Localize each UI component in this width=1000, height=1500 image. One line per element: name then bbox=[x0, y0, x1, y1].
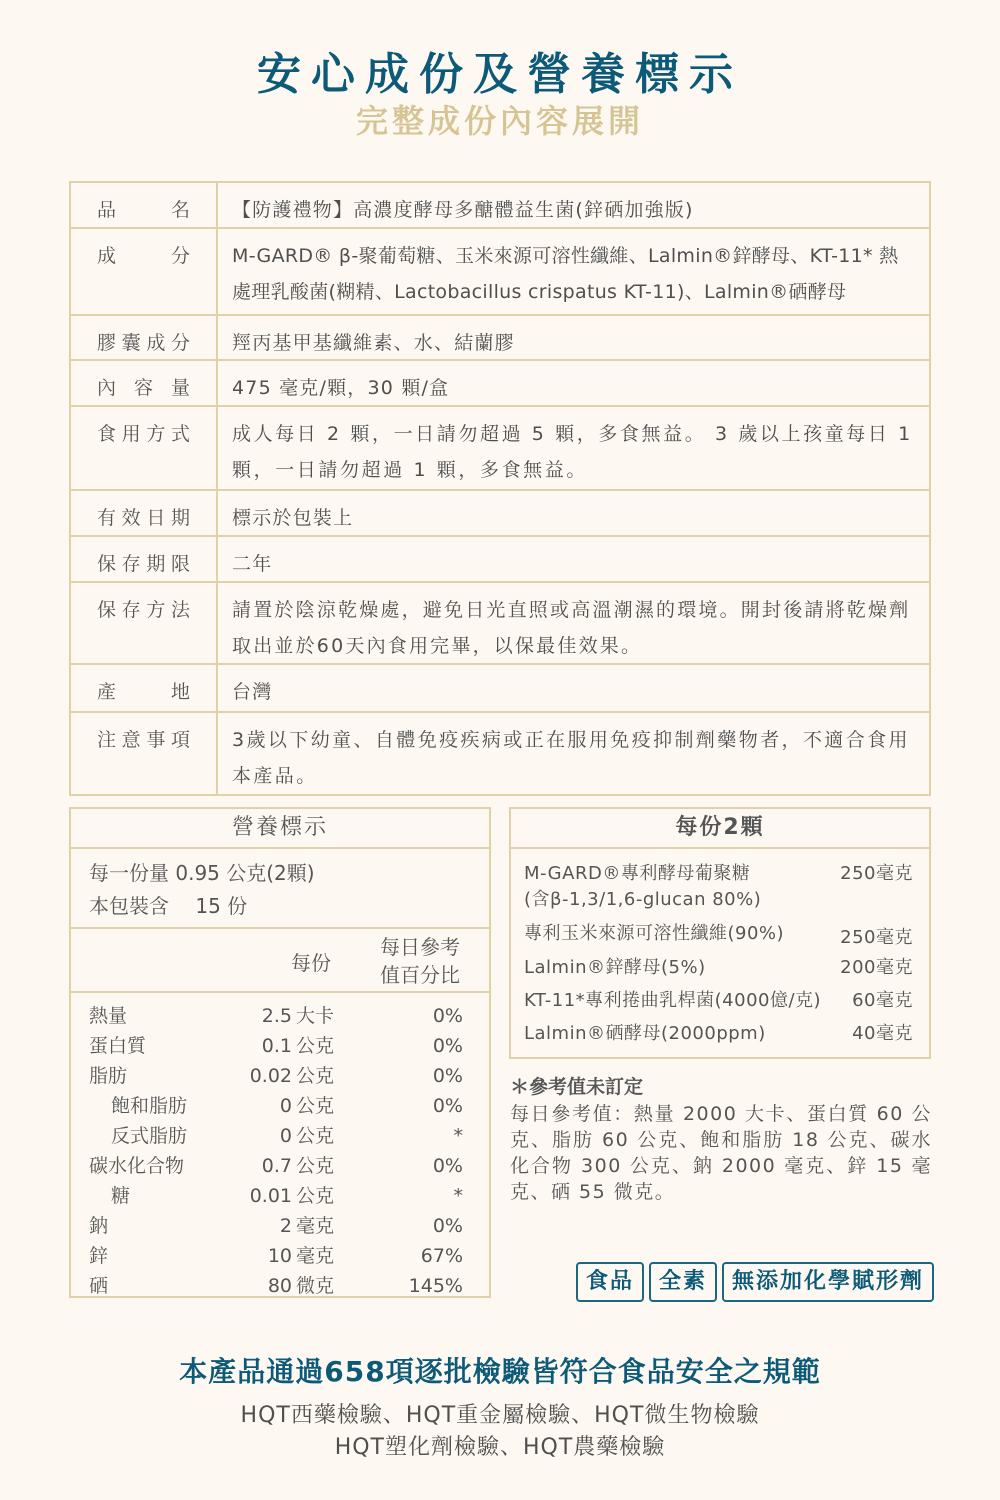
nutrition-row: 碳水化合物 0.7 公克 0% bbox=[89, 1155, 463, 1177]
ingredient-row: Lalmin®硒酵母(2000ppm) 40毫克 bbox=[524, 1023, 913, 1044]
ingredient-row: Lalmin®鋅酵母(5%) 200毫克 bbox=[524, 957, 913, 978]
spec-row-expiry bbox=[71, 491, 929, 537]
badge-group bbox=[576, 1262, 934, 1302]
spec-label: 保 存 方 法 bbox=[71, 583, 218, 663]
spec-row-content bbox=[71, 361, 929, 407]
nutrition-title: 營養標示 bbox=[71, 809, 489, 849]
spec-value: 標示於包裝上 bbox=[232, 507, 354, 529]
spec-value: 羥丙基甲基纖維素、水、結蘭膠 bbox=[232, 332, 515, 354]
nutrition-column-headers bbox=[71, 929, 489, 993]
nutrition-row: 飽和脂肪 0 公克 0% bbox=[111, 1095, 463, 1117]
spec-value: 【防護禮物】高濃度酵母多醣體益生菌(鋅硒加強版) bbox=[232, 199, 694, 221]
spec-label: 有 效 日 期 bbox=[71, 491, 218, 535]
nutrition-row: 糖 0.01 公克 * bbox=[111, 1185, 463, 1207]
serving-size: 每一份量 0.95 公克(2顆) bbox=[89, 861, 315, 885]
per-serving-box bbox=[509, 807, 931, 1059]
spec-value: 請置於陰涼乾燥處，避免日光直照或高溫潮濕的環境。開封後請將乾燥劑取出並於60天內食用完畢，以保最佳效果。 bbox=[232, 599, 911, 657]
spec-label: 產 地 bbox=[71, 665, 218, 711]
nutrition-row: 硒 80 微克 145% bbox=[89, 1275, 463, 1297]
footer-line-2: HQT塑化劑檢驗、HQT農藥檢驗 bbox=[334, 1435, 666, 1460]
nutrition-row: 脂肪 0.02 公克 0% bbox=[89, 1065, 463, 1087]
nutrition-rows bbox=[71, 993, 489, 1301]
badge-no-additives: 無添加化學賦形劑 bbox=[722, 1262, 934, 1302]
nutrition-facts-box bbox=[69, 807, 491, 1298]
spec-row-capsule bbox=[71, 316, 929, 361]
spec-row-shelf-life bbox=[71, 537, 929, 583]
servings-per-pack: 本包裝含 15 份 bbox=[89, 894, 248, 918]
spec-label: 保 存 期 限 bbox=[71, 537, 218, 581]
serving-info bbox=[71, 849, 489, 929]
ingredient-row: M-GARD®專利酵母葡聚糖 (含β-1,3/1,6-glucan 80%) 250毫克 bbox=[524, 863, 913, 910]
nutrition-row: 鋅 10 毫克 67% bbox=[89, 1245, 463, 1267]
nutrition-row: 反式脂肪 0 公克 * bbox=[111, 1125, 463, 1147]
spec-value: 成人每日 2 顆，一日請勿超過 5 顆，多食無益。 3 歲以上孩童每日 1 顆，一日請勿超過 1 顆，多食無益。 bbox=[232, 423, 913, 481]
col-per-serving: 每份 bbox=[291, 951, 331, 975]
spec-label: 膠 囊 成 分 bbox=[71, 316, 218, 359]
spec-label: 內 容 量 bbox=[71, 361, 218, 405]
page-title: 安心成份及營養標示 bbox=[257, 49, 743, 100]
spec-value: 二年 bbox=[232, 553, 273, 575]
per-serving-list bbox=[511, 849, 929, 1054]
spec-label: 注 意 事 項 bbox=[71, 713, 218, 794]
spec-row-origin bbox=[71, 665, 929, 713]
ingredient-row: 專利玉米來源可溶性纖維(90%) 250毫克 bbox=[524, 923, 913, 948]
spec-value: 3歲以下幼童、自體免疫疾病或正在服用免疫抑制劑藥物者，不適合食用本產品。 bbox=[232, 729, 910, 787]
page-subtitle: 完整成份內容展開 bbox=[355, 102, 644, 140]
spec-label: 成 分 bbox=[71, 229, 218, 314]
spec-label: 品 名 bbox=[71, 183, 218, 227]
spec-value: 台灣 bbox=[232, 681, 273, 703]
spec-row-storage bbox=[71, 583, 929, 665]
spec-label: 食 用 方 式 bbox=[71, 407, 218, 489]
note-title: ＊參考值未訂定 bbox=[510, 1076, 644, 1098]
per-serving-title: 每份2顆 bbox=[511, 809, 929, 849]
badge-vegan: 全素 bbox=[649, 1262, 717, 1302]
product-spec-table bbox=[69, 181, 931, 796]
spec-value: 475 毫克/顆，30 顆/盒 bbox=[232, 377, 450, 399]
badge-food: 食品 bbox=[576, 1262, 644, 1302]
spec-value: M-GARD® β-聚葡萄糖、玉米來源可溶性纖維、Lalmin®鋅酵母、KT-11* 熱處理乳酸菌(糊精、Lactobacillus crispatus KT-11)、Lalmin®硒酵母 bbox=[232, 245, 899, 303]
spec-row-usage bbox=[71, 407, 929, 491]
nutrition-row: 鈉 2 毫克 0% bbox=[89, 1215, 463, 1237]
footer-title: 本產品通過658項逐批檢驗皆符合食品安全之規範 bbox=[179, 1355, 821, 1388]
reference-note bbox=[510, 1073, 932, 1205]
spec-row-caution bbox=[71, 713, 929, 796]
ingredient-row: KT-11*專利捲曲乳桿菌(4000億/克) 60毫克 bbox=[524, 990, 913, 1011]
spec-row-ingredients bbox=[71, 229, 929, 316]
note-body: 每日參考值：熱量 2000 大卡、蛋白質 60 公克、脂肪 60 公克、飽和脂肪 18 公克、碳水化合物 300 公克、鈉 2000 毫克、鋅 15 毫克、硒 55 微克。 bbox=[510, 1103, 932, 1203]
col-daily-value: 每日參考 值百分比 bbox=[380, 935, 460, 987]
nutrition-row: 熱量 2.5 大卡 0% bbox=[89, 1005, 463, 1027]
footer-line-1: HQT西藥檢驗、HQT重金屬檢驗、HQT微生物檢驗 bbox=[240, 1403, 760, 1428]
nutrition-row: 蛋白質 0.1 公克 0% bbox=[89, 1035, 463, 1057]
spec-row-product-name bbox=[71, 183, 929, 229]
